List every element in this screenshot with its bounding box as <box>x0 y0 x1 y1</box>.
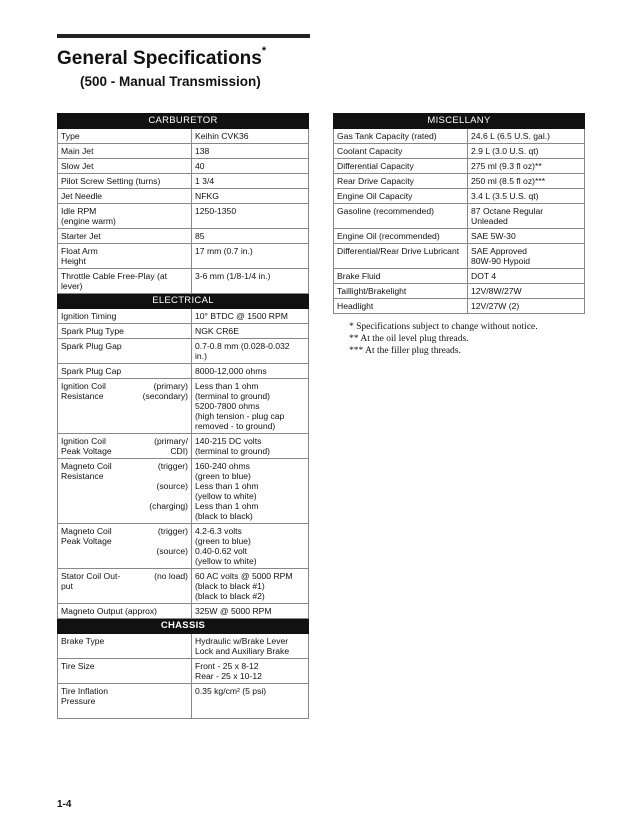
page-subtitle: (500 - Manual Transmission) <box>80 74 261 89</box>
table-row: Rear Drive Capacity 250 ml (8.5 fl oz)*** <box>334 174 585 189</box>
section-header-chassis: CHASSIS <box>58 619 309 634</box>
table-row: Type Keihin CVK36 <box>58 129 309 144</box>
section-header-miscellany: MISCELLANY <box>334 114 585 129</box>
title-rule <box>57 34 310 38</box>
table-row: Throttle Cable Free-Play (at lever) 3-6 mm (1/8-1/4 in.) <box>58 269 309 294</box>
table-row: Engine Oil (recommended) SAE 5W-30 <box>334 229 585 244</box>
table-row: Tire Size Front - 25 x 8-12 Rear - 25 x 10-12 <box>58 659 309 684</box>
table-row: Main Jet 138 <box>58 144 309 159</box>
table-row: Brake Fluid DOT 4 <box>334 269 585 284</box>
table-row: Coolant Capacity 2.9 L (3.0 U.S. qt) <box>334 144 585 159</box>
table-row: Brake Type Hydraulic w/Brake Lever Lock and Auxiliary Brake <box>58 634 309 659</box>
table-row: Spark Plug Gap 0.7-0.8 mm (0.028-0.032 in.) <box>58 339 309 364</box>
table-row: Gas Tank Capacity (rated) 24.6 L (6.5 U.S. gal.) <box>334 129 585 144</box>
table-row: Headlight 12V/27W (2) <box>334 299 585 314</box>
page-number: 1-4 <box>57 799 72 810</box>
table-row: Starter Jet 85 <box>58 229 309 244</box>
table-row: Gasoline (recommended) 87 Octane Regular Unleaded <box>334 204 585 229</box>
table-row: Spark Plug Cap 8000-12,000 ohms <box>58 364 309 379</box>
section-header-carburetor: CARBURETOR <box>58 114 309 129</box>
table-row: Differential/Rear Drive Lubricant SAE Approved 80W-90 Hypoid <box>334 244 585 269</box>
table-row: Spark Plug Type NGK CR6E <box>58 324 309 339</box>
footnote: *** At the filler plug threads. <box>349 346 461 356</box>
table-row: Float Arm Height 17 mm (0.7 in.) <box>58 244 309 269</box>
footnote: * Specifications subject to change without notice. <box>349 322 538 332</box>
table-row: Pilot Screw Setting (turns) 1 3/4 <box>58 174 309 189</box>
table-row: Ignition Coil (primary/ Peak Voltage CDI) 140-215 DC volts (terminal to ground) <box>58 434 309 459</box>
table-row: Ignition Timing 10° BTDC @ 1500 RPM <box>58 309 309 324</box>
table-row: Jet Needle NFKG <box>58 189 309 204</box>
table-row: Stator Coil Out- (no load) put 60 AC volts @ 5000 RPM (black to black #1) (black to black #2) <box>58 569 309 604</box>
table-row: Slow Jet 40 <box>58 159 309 174</box>
spec-table-right <box>333 113 585 314</box>
table-row: Differential Capacity 275 ml (9.3 fl oz)** <box>334 159 585 174</box>
footnote: ** At the oil level plug threads. <box>349 334 469 344</box>
table-row: Magneto Coil (trigger) Resistance (source) (charging) 160-240 ohms (green to blue) Less than 1 ohm (yellow to white) Less than 1 ohm (black to black) <box>58 459 309 524</box>
footnotes <box>349 321 538 357</box>
table-row: Engine Oil Capacity 3.4 L (3.5 U.S. qt) <box>334 189 585 204</box>
section-header-electrical: ELECTRICAL <box>58 294 309 309</box>
table-row: Ignition Coil (primary) Resistance (secondary) Less than 1 ohm (terminal to ground) 5200-7800 ohms (high tension - plug cap removed - to ground) <box>58 379 309 434</box>
table-row: Magneto Output (approx) 325W @ 5000 RPM <box>58 604 309 619</box>
title-footnote-mark: * <box>261 45 267 57</box>
table-row: Tire Inflation Pressure 0.35 kg/cm² (5 psi) <box>58 684 309 719</box>
table-row: Idle RPM (engine warm) 1250-1350 <box>58 204 309 229</box>
table-row: Taillight/Brakelight 12V/8W/27W <box>334 284 585 299</box>
page-title: General Specifications* <box>57 45 267 69</box>
table-row: Magneto Coil (trigger) Peak Voltage (source) 4.2-6.3 volts (green to blue) 0.40-0.62 volt (yellow to white) <box>58 524 309 569</box>
spec-table-left <box>57 113 309 719</box>
